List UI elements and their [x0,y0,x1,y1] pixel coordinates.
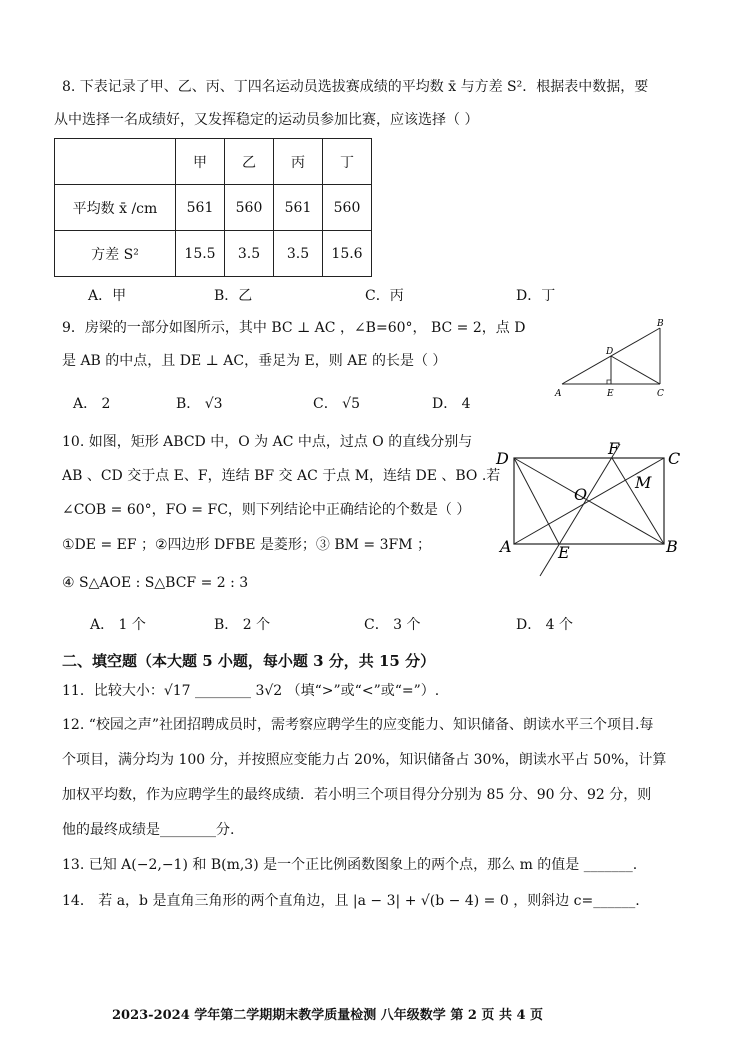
q9-option-a: A． 2 [73,396,111,412]
q10-option-b: B． 2 个 [214,617,271,633]
label-b: B [657,319,664,329]
table-cell: 3.5 [225,231,274,277]
q8-line2: 从中选择一名成绩好，又发挥稳定的运动员参加比赛，应该选择（ ） [54,112,479,128]
q10-option-c: C． 3 个 [364,617,421,633]
label-d: D [606,347,614,357]
label-e: E [607,389,614,399]
q9-figure [552,316,672,400]
q12-line2: 个项目，满分均为 100 分，并按照应变能力占 20%，知识储备占 30%，朗读水平占 50%，计算 [62,752,667,768]
q9-option-c: C． √5 [313,396,360,412]
q12-line3: 加权平均数，作为应聘学生的最终成绩．若小明三个项目得分分别为 85 分、90 分、92 分，则 [62,787,652,803]
segment-bf [612,458,664,544]
q10-line2: AB 、CD 交于点 E、F，连结 BF 交 AC 于点 M，连结 DE 、BO .若 [62,468,501,484]
q10-option-d: D． 4 个 [516,617,574,633]
label-c: C [657,389,664,399]
table-header-cell: 丙 [274,139,323,185]
label-a: A [555,389,562,399]
table-cell: 15.5 [176,231,225,277]
label-e: E [558,543,570,562]
table-cell: 561 [274,185,323,231]
q9-option-b: B． √3 [176,396,223,412]
page-footer: 2023-2024 学年第二学期期末教学质量检测 八年级数学 第 2 页 共 4 页 [112,1008,544,1023]
line-ef [540,444,620,576]
table-cell: 3.5 [274,231,323,277]
table-cell: 560 [225,185,274,231]
q8-option-a: A．甲 [88,288,127,304]
table-header-cell: 丁 [323,139,372,185]
table-header-row [55,139,372,185]
q10-option-a: A． 1 个 [90,617,146,633]
q13: 13. 已知 A(−2,−1) 和 B(m,3) 是一个正比例函数图象上的两个点，那么 m 的值是 _______. [62,857,638,873]
table-row [55,185,372,231]
q10-line4: ①DE = EF ；②四边形 DFBE 是菱形；③ BM = 3FM ； [62,537,432,553]
table-cell: 560 [323,185,372,231]
table-cell: 平均数 x̄ /cm [55,185,176,231]
segment-dc [611,356,660,384]
section-title: 二、填空题（本大题 5 小题，每小题 3 分，共 15 分） [62,652,436,670]
q10-figure [492,436,696,582]
label-b: B [666,537,678,556]
label-d: D [496,449,509,468]
q8-option-c: C．丙 [365,288,404,304]
q12-line1: 12. “校园之声”社团招聘成员时，需考察应聘学生的应变能力、知识储备、朗读水平三个项目.每 [62,717,654,733]
q11: 11．比较大小：√17 ________ 3√2 （填“>”或“<”或“=”）. [62,683,440,699]
table-cell: 15.6 [323,231,372,277]
q8-option-b: B．乙 [214,288,253,304]
q8-option-d: D．丁 [516,288,556,304]
table-row [55,231,372,277]
table-header-cell [55,139,176,185]
label-c: C [668,449,681,468]
q8-line1: 8. 下表记录了甲、乙、丙、丁四名运动员选拔赛成绩的平均数 x̄ 与方差 S²．根据表中数据，要 [62,79,649,95]
q9-option-d: D． 4 [432,396,471,412]
q10-line1: 10. 如图，矩形 ABCD 中，O 为 AC 中点，过点 O 的直线分别与 [62,434,473,450]
right-angle-mark [607,380,611,384]
q10-line3: ∠COB = 60°，FO = FC，则下列结论中正确结论的个数是（ ） [62,502,471,518]
table-cell: 方差 S² [55,231,176,277]
label-m: M [635,473,652,492]
table-header-cell: 乙 [225,139,274,185]
q8-table [54,138,372,277]
q9-line1: 9．房梁的一部分如图所示，其中 BC ⊥ AC ，∠B=60°， BC = 2，点 D [62,320,526,336]
label-f: F [608,439,620,458]
q14: 14． 若 a，b 是直角三角形的两个直角边，且 |a − 3| + √(b − 4) = 0 ，则斜边 c=______. [62,893,640,909]
table-cell: 561 [176,185,225,231]
label-a: A [500,537,512,556]
table-header-cell: 甲 [176,139,225,185]
q12-line4: 他的最终成绩是________分. [62,822,235,838]
label-o: O [574,485,588,504]
q9-line2: 是 AB 的中点，且 DE ⊥ AC，垂足为 E，则 AE 的长是（ ） [62,353,447,369]
q10-line5: ④ S△AOE : S△BCF = 2 : 3 [62,575,249,591]
